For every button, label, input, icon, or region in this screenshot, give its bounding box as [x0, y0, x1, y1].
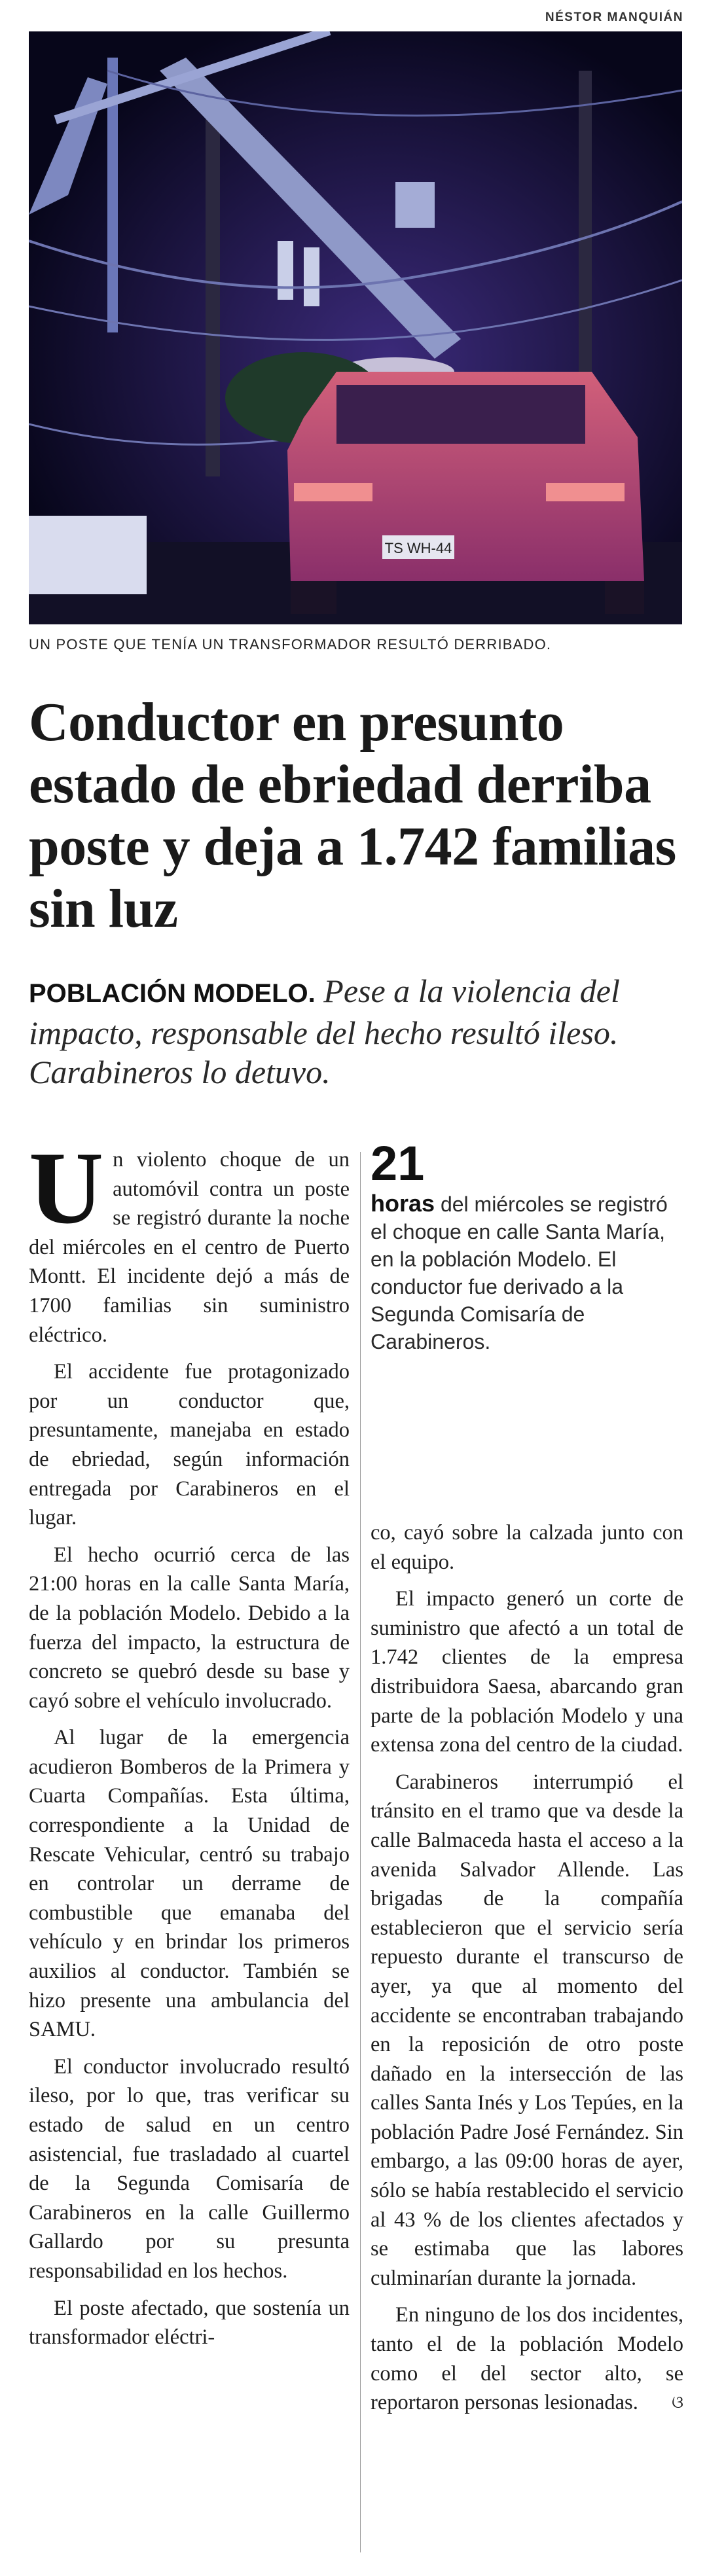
lede-kicker: POBLACIÓN MODELO.: [29, 979, 316, 1008]
byline: NÉSTOR MANQUIÁN: [545, 10, 683, 24]
drop-cap: U: [29, 1131, 104, 1245]
body-paragraph: El poste afectado, que sostenía un transformador eléctri-: [29, 2296, 350, 2350]
lede-text: Pese a la violencia del impacto, responsable del hecho resultó ileso. Carabineros lo detuvo.: [29, 973, 620, 1090]
body-paragraph: co, cayó sobre la calzada junto con el equipo.: [371, 1521, 683, 1574]
body-paragraph: [371, 2300, 683, 2417]
body-paragraph-text: n violento choque de un automóvil contra un poste se registró durante la noche del miércoles en el centro de Puerto Montt. El incidente dejó a más de 1700 familias sin suministro eléctrico.: [29, 1148, 350, 1347]
body-column-right: [371, 1518, 683, 2425]
body-paragraph: El conductor involucrado resultó ileso, por lo que, tras verificar su estado de salud en un centro asistencial, fue trasladado al cuartel de la Segunda Comisaría de Carabineros en la calle Guillermo Gallardo por su presunta responsabilidad en los hechos.: [29, 2054, 350, 2283]
photo-caption: UN POSTE QUE TENÍA UN TRANSFORMADOR RESULTÓ DERRIBADO.: [29, 636, 552, 653]
fact-text: [371, 1190, 683, 1355]
fact-number: 21: [371, 1136, 425, 1190]
body-paragraph: Carabineros interrumpió el tránsito en el tramo que va desde la calle Balmaceda hasta el acceso a la avenida Salvador Allende. Las brigadas de la compañía establecieron que el servicio sería repuesto durante el transcurso de ayer, ya que al momento del accidente se encontraban trabajando en la reposición de otro poste dañado en la intersección de las calles Santa Inés y Los Tepúes, en la población Padre José Fernández. Sin embargo, a las 09:00 horas de ayer, sólo se había restablecido el servicio al 43 % de los clientes afectados y se estimaba que las labores culminarían durante la jornada.: [371, 1770, 683, 2290]
headline: Conductor en presunto estado de ebriedad derriba poste y deja a 1.742 familias sin luz: [29, 692, 676, 939]
column-divider: [360, 1152, 361, 2552]
body-paragraph: Al lugar de la emergencia acudieron Bomberos de la Primera y Cuarta Compañías. Esta última, correspondiente a la Unidad de Rescate Vehicular, centró su trabajo en controlar un derrame de combustible que emanaba del vehículo y en brindar los primeros auxilios al conductor. También se hizo presente una ambulancia del SAMU.: [29, 1726, 350, 2042]
body-paragraph: El impacto generó un corte de suministro que afectó a un total de 1.742 clientes de la empresa distribuidora Saesa, abarcando gran parte de la población Modelo y una extensa zona del centro de la ciudad.: [371, 1587, 683, 1757]
body-paragraph: El hecho ocurrió cerca de las 21:00 horas en la calle Santa María, de la población Modelo. Debido a la fuerza del impacto, la estructura de concreto se quebró desde su base y cayó sobre el vehículo involucrado.: [29, 1543, 350, 1713]
lede: [29, 971, 683, 1092]
accident-photo-illustration: [29, 31, 682, 624]
body-paragraph-text: En ninguno de los dos incidentes, tanto el de la población Modelo como el del sector alto, se reportaron personas lesionadas.: [371, 2303, 683, 2415]
fact-box: [371, 1137, 683, 1355]
fact-unit: horas: [371, 1190, 435, 1217]
body-paragraph: El accidente fue protagonizado por un conductor que, presuntamente, manejaba en estado de ebriedad, según información entregada por Carabineros en el lugar.: [29, 1360, 350, 1530]
end-mark-icon: ଓ: [672, 2393, 683, 2413]
license-plate: TS WH-44: [384, 540, 452, 556]
fact-description: del miércoles se registró el choque en calle Santa María, en la población Modelo. El conductor fue derivado a la Segunda Comisaría de Carabineros.: [371, 1192, 668, 1353]
accident-photo: [29, 31, 682, 624]
body-column-left: [29, 1131, 350, 2360]
body-paragraph: [29, 1131, 350, 1350]
